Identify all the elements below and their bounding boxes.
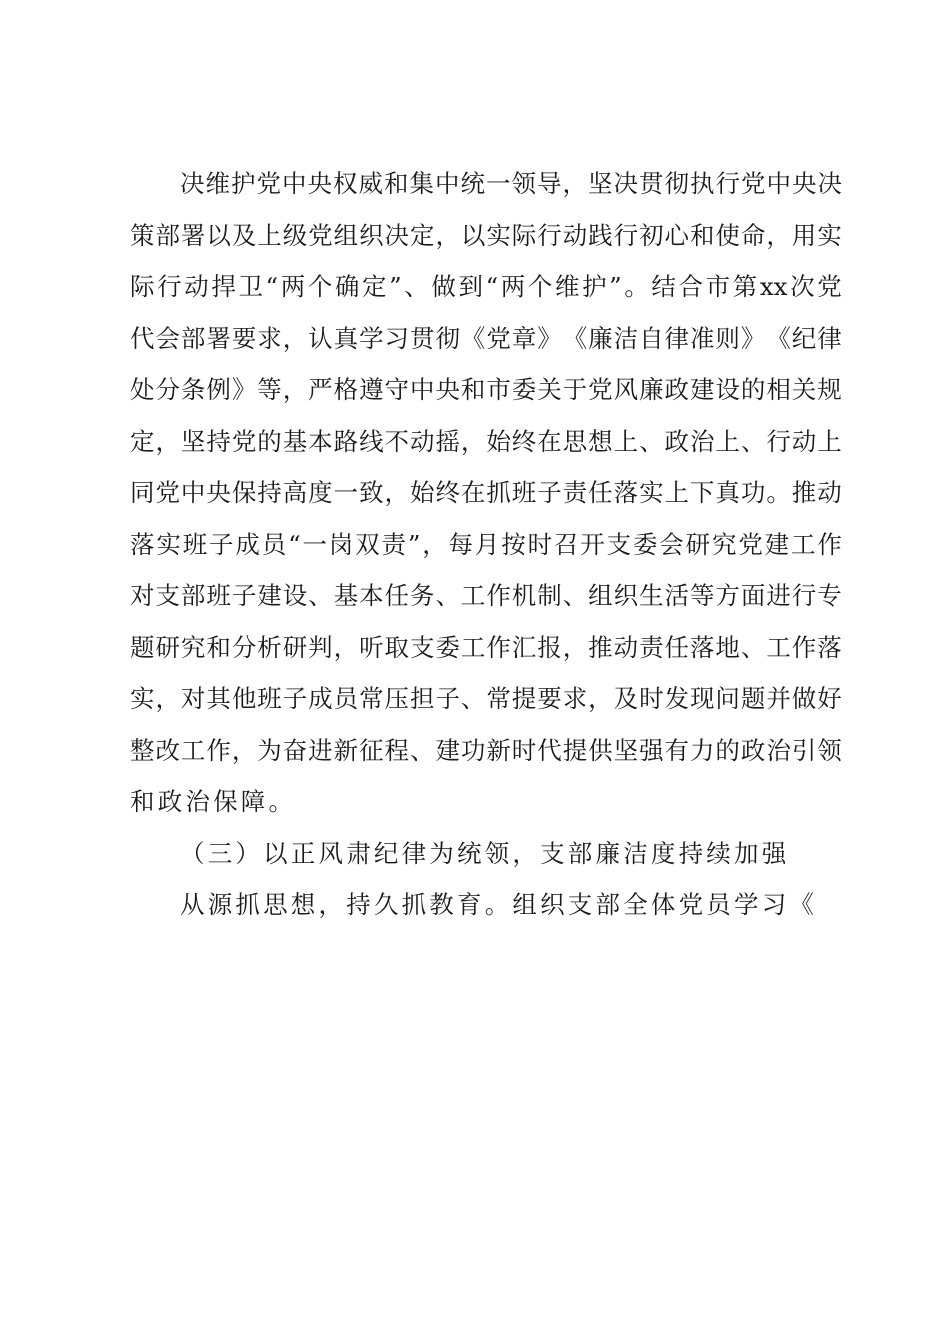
text-line: 和政治保障。 bbox=[130, 787, 297, 816]
text-line: （三）以正风肃纪律为统领，支部廉洁度持续加强 bbox=[180, 838, 790, 868]
text-line: 策 部 署 以 及 上 级 党 组 织 决 定 ， 以 实 际 行 动 践 行 初 心 和 使 命 ， 用 实 bbox=[130, 220, 842, 250]
text-line: 题 研 究 和 分 析 研 判 ， 听 取 支 委 工 作 汇 报 ， 推 动 责 任 落 地 、 工 作 落 bbox=[130, 632, 842, 662]
text-line: 定 ， 坚 持 党 的 基 本 路 线 不 动 摇 ， 始 终 在 思 想 上 、 政 治 上 、 行 动 上 bbox=[130, 426, 842, 456]
text-line: 实 ， 对 其 他 班 子 成 员 常 压 担 子 、 常 提 要 求 ， 及 时 发 现 问 题 并 做 好 bbox=[130, 684, 842, 713]
text-line: 落 实 班 子 成 员 “ 一 岗 双 责 ” ， 每 月 按 时 召 开 支 委 会 研 究 党 建 工 作 bbox=[130, 529, 842, 559]
text-line: 整 改 工 作 ， 为 奋 进 新 征 程 、 建 功 新 时 代 提 供 坚 强 有 力 的 政 治 引 领 bbox=[130, 735, 842, 765]
text-line: 从源抓思想，持久抓教育。组织支部全体党员学习《 bbox=[180, 890, 818, 919]
text-line: 代 会 部 署 要 求 ， 认 真 学 习 贯 彻 《 党 章 》 《 廉 洁 自 律 准 则 》 《 纪 律 bbox=[130, 323, 842, 353]
text-line: 决 维 护 党 中 央 权 威 和 集 中 统 一 领 导 ， 坚 决 贯 彻 执 行 党 中 央 决 bbox=[180, 169, 842, 198]
text-line: 处 分 条 例 》 等 ， 严 格 遵 守 中 央 和 市 委 关 于 党 风 廉 政 建 设 的 相 关 规 bbox=[130, 375, 842, 404]
text-line: 同 党 中 央 保 持 高 度 一 致 ， 始 终 在 抓 班 子 责 任 落 实 上 下 真 功 。 推 动 bbox=[130, 478, 842, 507]
text-line: 际 行 动 捍 卫 “ 两 个 确 定 ” 、 做 到 “ 两 个 维 护 ” 。 结 合 市 第 xx 次 党 bbox=[130, 272, 842, 301]
text-line: 对 支 部 班 子 建 设 、 基 本 任 务 、 工 作 机 制 、 组 织 生 活 等 方 面 进 行 专 bbox=[130, 581, 842, 610]
body-text bbox=[130, 158, 842, 931]
